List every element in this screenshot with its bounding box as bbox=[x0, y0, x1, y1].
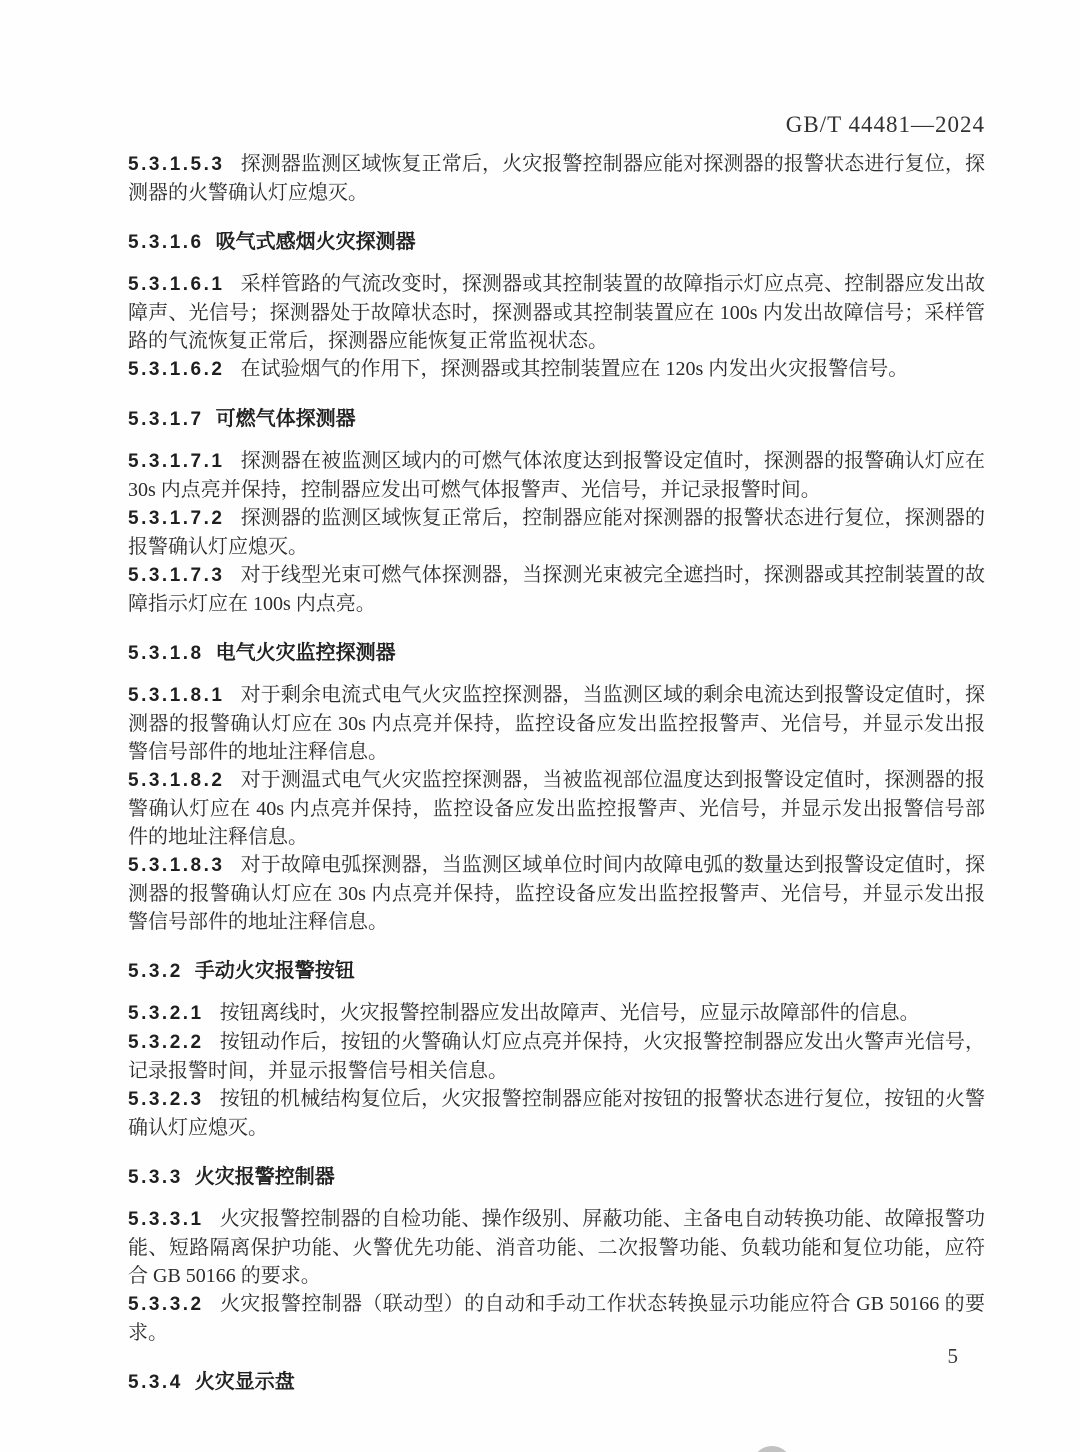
clause-number: 5.3.1.7 bbox=[128, 409, 204, 430]
clause-heading bbox=[128, 1368, 985, 1397]
clause-number: 5.3.1.8.1 bbox=[128, 685, 225, 706]
clause-paragraph bbox=[128, 851, 985, 936]
clause-number: 5.3.1.8.3 bbox=[128, 855, 225, 876]
clause-number: 5.3.2.3 bbox=[128, 1089, 204, 1110]
clause-heading bbox=[128, 405, 985, 434]
clause-number: 5.3.1.7.2 bbox=[128, 508, 225, 529]
clause-number: 5.3.2.2 bbox=[128, 1032, 204, 1053]
clause-text: 对于线型光束可燃气体探测器，当探测光束被完全遮挡时，探测器或其控制装置的故障指示灯应在 100s 内点亮。 bbox=[128, 564, 985, 615]
clause-text: 对于故障电弧探测器，当监测区域单位时间内故障电弧的数量达到报警设定值时，探测器的报警确认灯应在 30s 内点亮并保持，监控设备应发出监控报警声、光信号，并显示发出报警信号部件的地址注释信息。 bbox=[128, 854, 985, 933]
standard-number: GB/T 44481—2024 bbox=[785, 112, 985, 137]
clause-text: 探测器的监测区域恢复正常后，控制器应能对探测器的报警状态进行复位，探测器的报警确认灯应熄灭。 bbox=[128, 507, 985, 558]
clause-text: 在试验烟气的作用下，探测器或其控制装置应在 120s 内发出火灾报警信号。 bbox=[240, 358, 909, 380]
clause-paragraph bbox=[128, 561, 985, 618]
clause-text: 采样管路的气流改变时，探测器或其控制装置的故障指示灯应点亮、控制器应发出故障声、光信号；探测器处于故障状态时，探测器或其控制装置应在 100s 内发出故障信号；采样管路的气流恢复正常后，探测器应能恢复正常监视状态。 bbox=[128, 273, 985, 352]
clause-number: 5.3.3.2 bbox=[128, 1294, 204, 1315]
clause-text: 对于剩余电流式电气火灾监控探测器，当监测区域的剩余电流达到报警设定值时，探测器的报警确认灯应在 30s 内点亮并保持，监控设备应发出监控报警声、光信号，并显示发出报警信号部件的地址注释信息。 bbox=[128, 684, 985, 763]
page-number: 5 bbox=[947, 1344, 958, 1368]
clause-number: 5.3.4 bbox=[128, 1372, 183, 1393]
clause-number: 5.3.1.8.2 bbox=[128, 770, 225, 791]
clause-heading bbox=[128, 1163, 985, 1192]
clause-number: 5.3.3 bbox=[128, 1167, 183, 1188]
clause-heading bbox=[128, 228, 985, 257]
clause-number: 5.3.1.7.1 bbox=[128, 451, 225, 472]
clause-number: 5.3.1.5.3 bbox=[128, 154, 225, 175]
document-content bbox=[128, 150, 985, 1410]
clause-text: 探测器在被监测区域内的可燃气体浓度达到报警设定值时，探测器的报警确认灯应在 30s 内点亮并保持，控制器应发出可燃气体报警声、光信号，并记录报警时间。 bbox=[128, 450, 985, 501]
clause-number: 5.3.1.6.2 bbox=[128, 359, 225, 380]
clause-text: 火灾报警控制器（联动型）的自动和手动工作状态转换显示功能应符合 GB 50166 的要求。 bbox=[128, 1293, 985, 1344]
clause-paragraph bbox=[128, 150, 985, 207]
clause-text: 火灾报警控制器的自检功能、操作级别、屏蔽功能、主备电自动转换功能、故障报警功能、短路隔离保护功能、火警优先功能、消音功能、二次报警功能、负载功能和复位功能，应符合 GB 50166 的要求。 bbox=[128, 1208, 985, 1287]
clause-number: 5.3.1.6 bbox=[128, 232, 204, 253]
clause-text: 按钮的机械结构复位后，火灾报警控制器应能对按钮的报警状态进行复位，按钮的火警确认灯应熄灭。 bbox=[128, 1088, 985, 1139]
clause-paragraph bbox=[128, 504, 985, 561]
clause-number: 5.3.3.1 bbox=[128, 1209, 204, 1230]
clause-number: 5.3.2 bbox=[128, 961, 183, 982]
clause-text: 探测器监测区域恢复正常后，火灾报警控制器应能对探测器的报警状态进行复位，探测器的火警确认灯应熄灭。 bbox=[128, 153, 985, 204]
clause-paragraph bbox=[128, 447, 985, 504]
clause-text: 手动火灾报警按钮 bbox=[194, 960, 355, 982]
clause-paragraph bbox=[128, 1028, 985, 1085]
clause-text: 对于测温式电气火灾监控探测器，当被监视部位温度达到报警设定值时，探测器的报警确认灯应在 40s 内点亮并保持，监控设备应发出监控报警声、光信号，并显示发出报警信号部件的地址注释信息。 bbox=[128, 769, 985, 848]
clause-paragraph bbox=[128, 1290, 985, 1347]
page-header bbox=[128, 112, 985, 138]
clause-paragraph bbox=[128, 681, 985, 766]
clause-text: 电气火灾监控探测器 bbox=[215, 642, 396, 664]
clause-paragraph bbox=[128, 270, 985, 355]
clause-number: 5.3.1.7.3 bbox=[128, 565, 225, 586]
clause-paragraph bbox=[128, 1085, 985, 1142]
clause-number: 5.3.1.6.1 bbox=[128, 274, 225, 295]
clause-paragraph bbox=[128, 355, 985, 384]
clause-heading bbox=[128, 957, 985, 986]
floating-button-partial[interactable] bbox=[752, 1446, 792, 1452]
clause-text: 火灾报警控制器 bbox=[194, 1166, 335, 1188]
clause-text: 可燃气体探测器 bbox=[215, 408, 356, 430]
clause-text: 火灾显示盘 bbox=[194, 1371, 295, 1393]
clause-paragraph bbox=[128, 999, 985, 1028]
clause-number: 5.3.1.8 bbox=[128, 643, 204, 664]
clause-heading bbox=[128, 639, 985, 668]
clause-text: 按钮离线时，火灾报警控制器应发出故障声、光信号，应显示故障部件的信息。 bbox=[219, 1002, 920, 1024]
clause-paragraph bbox=[128, 766, 985, 851]
clause-number: 5.3.2.1 bbox=[128, 1003, 204, 1024]
clause-paragraph bbox=[128, 1205, 985, 1290]
clause-text: 按钮动作后，按钮的火警确认灯应点亮并保持，火灾报警控制器应发出火警声光信号，记录报警时间，并显示报警信号相关信息。 bbox=[128, 1031, 985, 1082]
clause-text: 吸气式感烟火灾探测器 bbox=[215, 231, 416, 253]
